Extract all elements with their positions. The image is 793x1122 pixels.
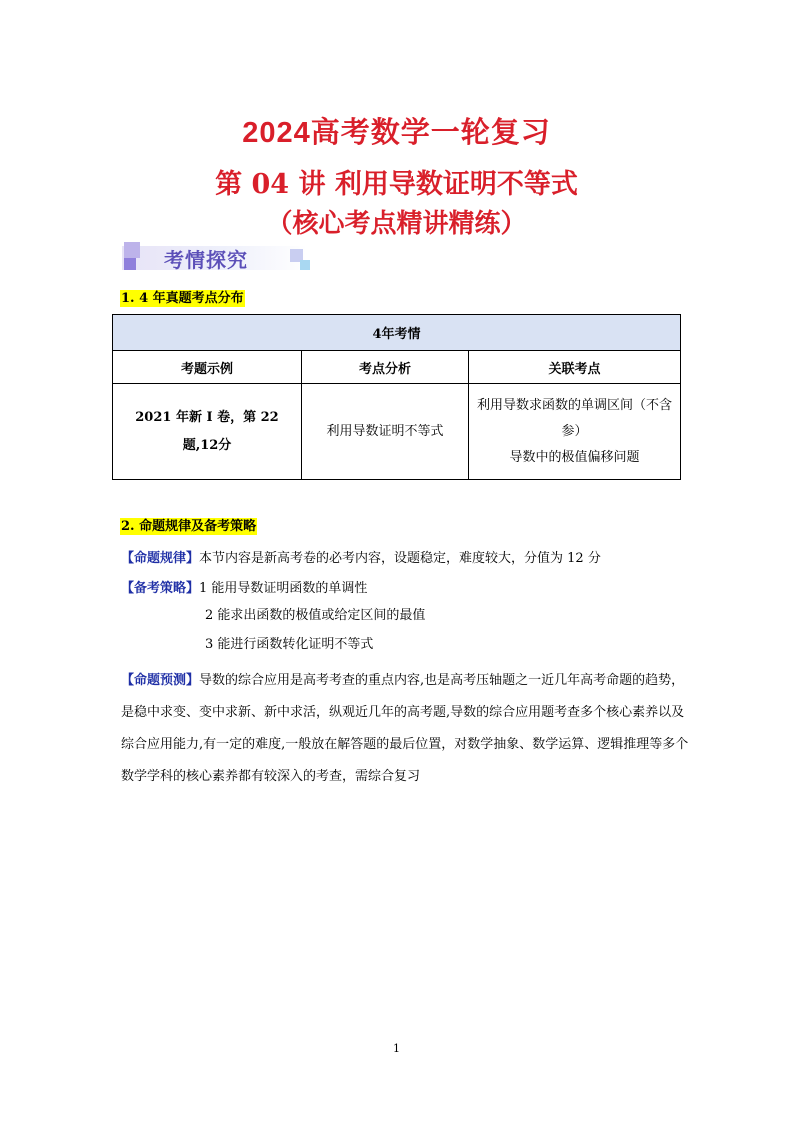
related-point: 利用导数求函数的单调区间（不含参） [476,397,672,439]
banner-decor-square [300,260,310,270]
column-header: 考题示例 [113,351,302,384]
banner-decor-square [124,258,136,270]
document-title: 2024高考数学一轮复习 [242,117,551,149]
strategy-item: 3 能进行函数转化证明不等式 [205,637,374,652]
strategy-paragraph [121,580,367,597]
cell-example: 2021 年新 I 卷，第 22 题,12分 [113,384,302,480]
rule-paragraph [121,550,601,567]
section-banner [122,240,307,276]
cell-related [469,384,681,480]
banner-label: 考情探究 [164,248,248,272]
lecture-title: 第 04 讲 利用导数证明不等式 [215,169,578,200]
prediction-paragraph [121,665,691,793]
section-heading-2: 2. 命题规律及备考策略 [121,519,257,534]
strategy-item: 2 能求出函数的极值或给定区间的最值 [205,608,426,623]
related-point: 导数中的极值偏移问题 [509,449,640,465]
table-caption-row [113,315,681,351]
rule-label: 【命题规律】 [121,551,200,566]
page-number: 1 [393,1042,400,1055]
banner-decor-square [124,242,140,258]
section-heading-1: 1. 4 年真题考点分布 [121,291,244,306]
exam-distribution-table [112,314,681,480]
table-row [113,384,681,480]
column-header: 关联考点 [469,351,681,384]
prediction-text: 导数的综合应用是高考考查的重点内容,也是高考压轴题之一近几年高考命题的趋势，是稳中求变、变中求新、新中求活，纵观近几年的高考题,导数的综合应用题考查多个核心素养以及综合应用能力,有一定的难度,一般放在解答题的最后位置，对数学抽象、数学运算、逻辑推理等多个数学学科的核心素养都有较深入的考查，需综合复习 [121,673,689,784]
strategy-label: 【备考策略】 [121,581,200,596]
column-header: 考点分析 [302,351,469,384]
table-header-row [113,351,681,384]
strategy-item: 1 能用导数证明函数的单调性 [199,581,368,596]
lecture-subtitle: （核心考点精讲精练） [266,209,527,239]
rule-text: 本节内容是新高考卷的必考内容，设题稳定，难度较大，分值为 12 分 [199,551,601,566]
prediction-label: 【命题预测】 [121,673,200,688]
cell-analysis: 利用导数证明不等式 [302,384,469,480]
table-caption: 4年考情 [113,315,681,351]
